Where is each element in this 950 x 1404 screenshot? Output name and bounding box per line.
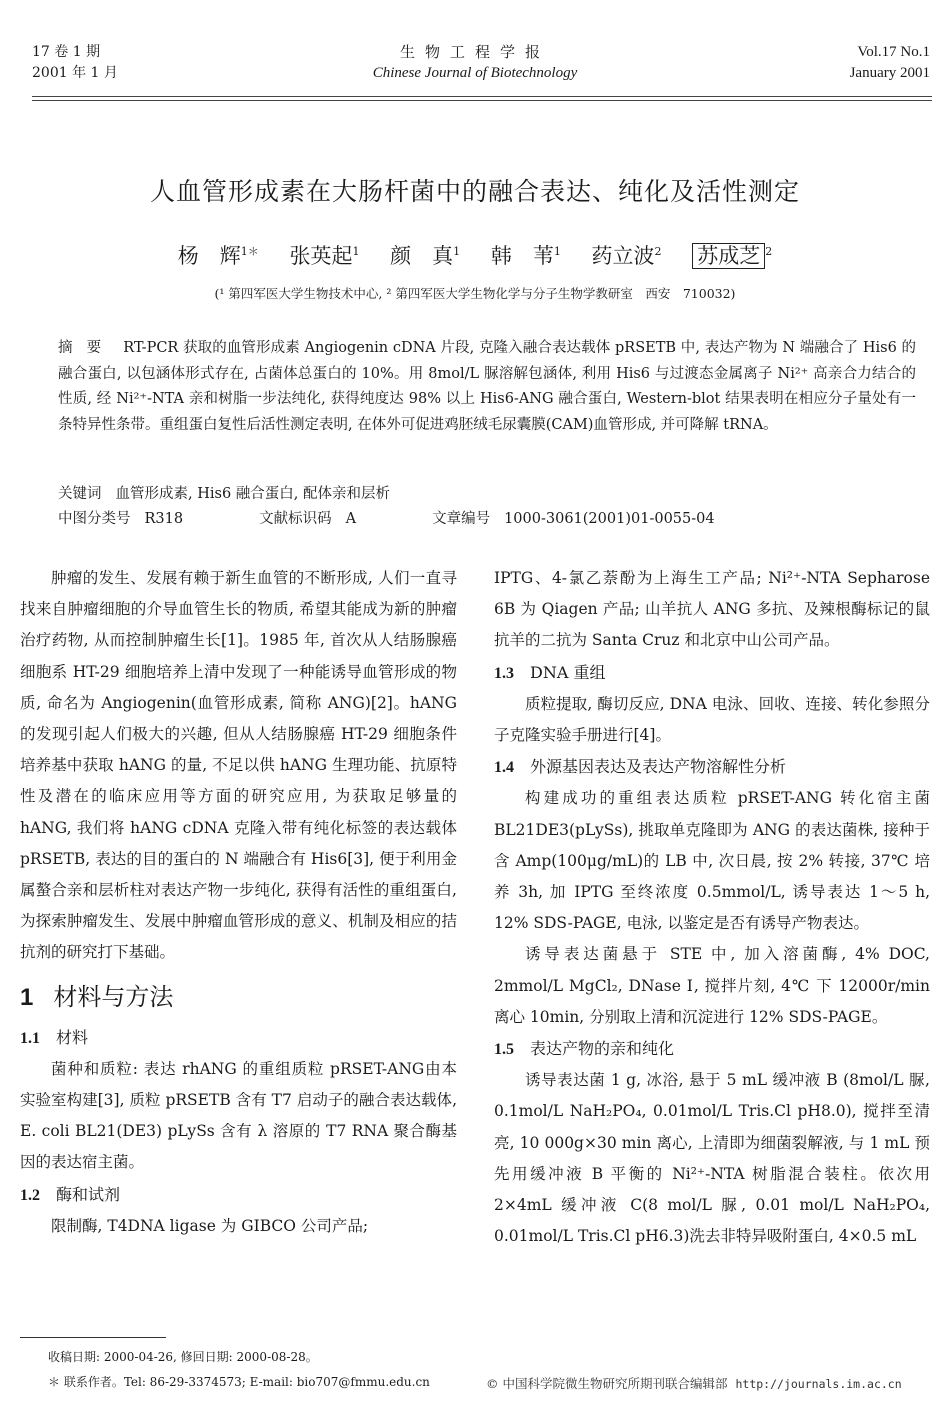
intro-paragraph: 肿瘤的发生、发展有赖于新生血管的不断形成, 人们一直寻找来自肿瘤细胞的介导血管生长的物质, 希望其能成为新的肿瘤治疗药物, 从而控制肿瘤生长[1]。1985 年, 首次从人结肠腺癌细胞系 HT-29 细胞培养上清中发现了一种能诱导血管形成的物质, 命名为 Angiogenin(血管形成素, 简称 ANG)[2]。hANG 的发现引起人们极大的兴趣, 但从人结肠腺癌 HT-29 细胞条件培养基中获取 hANG 的量, 不足以供 hANG 生理功能、抗原特性及潜在的临床应用等方面的研究应用, 为获取足够量的 hANG, 我们将 hANG cDNA 克隆入带有纯化标签的表达载体 pRSETB, 表达的目的蛋白的 N 端融合有 His6[3], 便于利用金属螯合亲和层析柱对表达产物一步纯化, 获得有活性的重组蛋白, 为探索肿瘤发生、发展中肿瘤血管形成的意义、机制及相应的拮抗剂的研究打下基础。 [20, 569, 457, 962]
author: 杨 辉$^{1*}$ [177, 244, 259, 268]
journal-name [0, 42, 950, 84]
volume-issue-en: Vol.17 No.1 [857, 44, 930, 60]
article-id-label: 文章编号 [432, 511, 491, 527]
dna-paragraph: 质粒提取, 酶切反应, DNA 电泳、回收、连接、转化参照分子克隆实验手册进行[4]。 [494, 694, 930, 745]
section-heading: 1 材料与方法 [20, 982, 174, 1011]
issue-date: 2001 年 1 月 [32, 65, 118, 81]
classification [58, 507, 916, 532]
issue-info-en [850, 42, 930, 84]
corresponding-author: ＊ 联系作者。Tel: 86-29-3374573; E-mail: bio707@fmmu.edu.cn [48, 1375, 430, 1389]
subsection-heading: 1.4 外源基因表达及表达产物溶解性分析 [494, 757, 787, 777]
expression-paragraph: 构建成功的重组表达质粒 pRSET-ANG 转化宿主菌 BL21DE3(pLySs), 挑取单克隆即为 ANG 的表达菌株, 接种于含 Amp(100μg/mL)的 LB 中, 次日晨, 按 2% 转接, 37℃ 培养 3h, 加 IPTG 至终浓度 0.5mmol/L, 诱导表达 1～5 h, 12% SDS-PAGE, 电泳, 以鉴定是否有诱导产物表达。 [494, 789, 930, 933]
keywords-text: 血管形成素, His6 融合蛋白, 配体亲和层析 [115, 486, 390, 502]
keywords-block [58, 482, 916, 532]
author: 药立波$^2$ [591, 244, 662, 268]
keywords [58, 482, 916, 507]
author: 张英起$^1$ [289, 244, 360, 268]
abstract-label: 摘要 [58, 340, 116, 356]
clc-value: R318 [144, 511, 184, 527]
author-deceased-boxed: 苏成芝 $^2$ [692, 244, 772, 268]
reagents-paragraph-continued: IPTG、4-氯乙萘酚为上海生工产品; Ni²⁺-NTA Sepharose 6B 为 Qiagen 产品; 山羊抗人 ANG 多抗、及辣根酶标记的鼠抗羊的二抗为 Santa Cruz 和北京中山公司产品。 [494, 569, 930, 650]
subsection-heading: 1.5 表达产物的亲和纯化 [494, 1039, 675, 1059]
keywords-label: 关键词 [58, 486, 102, 502]
copyright-notice [486, 1374, 902, 1392]
header-rule-top [32, 96, 932, 97]
article-id-value: 1000-3061(2001)01-0055-04 [504, 511, 715, 527]
clc-label: 中图分类号 [58, 511, 131, 527]
journal-name-cn: 生物工程学报 [399, 43, 550, 61]
copyright-text: © 中国科学院微生物研究所期刊联合编辑部 [486, 1376, 728, 1391]
reagents-paragraph: 限制酶, T4DNA ligase 为 GIBCO 公司产品; [51, 1216, 369, 1235]
solubility-paragraph: 诱导表达菌悬于 STE 中, 加入溶菌酶, 4% DOC, 2mmol/L MgCl₂, DNase Ⅰ, 搅拌片刻, 4℃ 下 12000r/min 离心 10min, 分别取上清和沉淀进行 12% SDS-PAGE。 [494, 945, 930, 1026]
doc-code-value: A [345, 511, 357, 527]
author-list [0, 240, 950, 270]
footnote-rule [20, 1337, 166, 1338]
issue-date-en: January 2001 [849, 65, 930, 81]
abstract-text: RT-PCR 获取的血管形成素 Angiogenin cDNA 片段, 克隆入融合表达载体 pRSETB 中, 表达产物为 N 端融合了 His6 的融合蛋白, 以包涵体形式存在, 占菌体总蛋白的 10%。用 8mol/L 脲溶解包涵体, 利用 His6 与过渡态金属离子 Ni²⁺ 高亲合力结合的性质, 经 Ni²⁺-NTA 亲和树脂一步法纯化, 获得纯度达 98% 以上 His6-ANG 融合蛋白, Western-blot 结果表明在相应分子量处有一条特异性条带。重组蛋白复性后活性测定表明, 在体外可促进鸡胚绒毛尿囊膜(CAM)血管形成, 并可降解 tRNA。 [58, 340, 917, 433]
purification-paragraph: 诱导表达菌 1 g, 冰浴, 悬于 5 mL 缓冲液 B (8mol/L 脲, 0.1mol/L NaH₂PO₄, 0.01mol/L Tris.Cl pH8.0), 搅拌至清亮, 10 000g×30 min 离心, 上清即为细菌裂解液, 与 1 mL 预先用缓冲液 B 平衡的 Ni²⁺-NTA 树脂混合装柱。依次用 2×4mL 缓冲液 C(8 mol/L 脲, 0.01 mol/L NaH₂PO₄, 0.01mol/L Tris.Cl pH6.3)洗去非特异吸附蛋白, 4×0.5 mL [494, 1071, 930, 1246]
journal-url[interactable]: http://journals.im.ac.cn [735, 1377, 902, 1391]
subsection-heading: 1.3 DNA 重组 [494, 662, 606, 682]
subsection-heading: 1.2 酶和试剂 [20, 1184, 121, 1204]
article-title: 人血管形成素在大肠杆菌中的融合表达、纯化及活性测定 [149, 177, 800, 206]
doc-code-label: 文献标识码 [259, 511, 332, 527]
body-column-left [20, 563, 457, 1242]
author: 韩 苇$^1$ [490, 244, 561, 268]
abstract [58, 336, 916, 438]
author: 颜 真$^1$ [390, 244, 461, 268]
subsection-heading: 1.1 材料 [20, 1027, 89, 1047]
received-date: 收稿日期: 2000-04-26, 修回日期: 2000-08-28。 [48, 1350, 318, 1364]
header-rule-bottom [32, 100, 932, 101]
body-column-right [494, 563, 930, 1252]
journal-name-en: Chinese Journal of Biotechnology [372, 65, 578, 81]
materials-paragraph: 菌种和质粒: 表达 rhANG 的重组质粒 pRSET-ANG由本实验室构建[3], 质粒 pRSETB 含有 T7 启动子的融合表达载体, E. coli BL21(DE3) pLySs 含有 λ 溶原的 T7 RNA 聚合酶基因的表达宿主菌。 [20, 1059, 457, 1172]
volume-issue: 17 卷 1 期 [32, 44, 101, 60]
affiliation: (¹ 第四军医大学生物技术中心, ² 第四军医大学生物化学与分子生物学教研室 西安 710032) [214, 286, 736, 301]
